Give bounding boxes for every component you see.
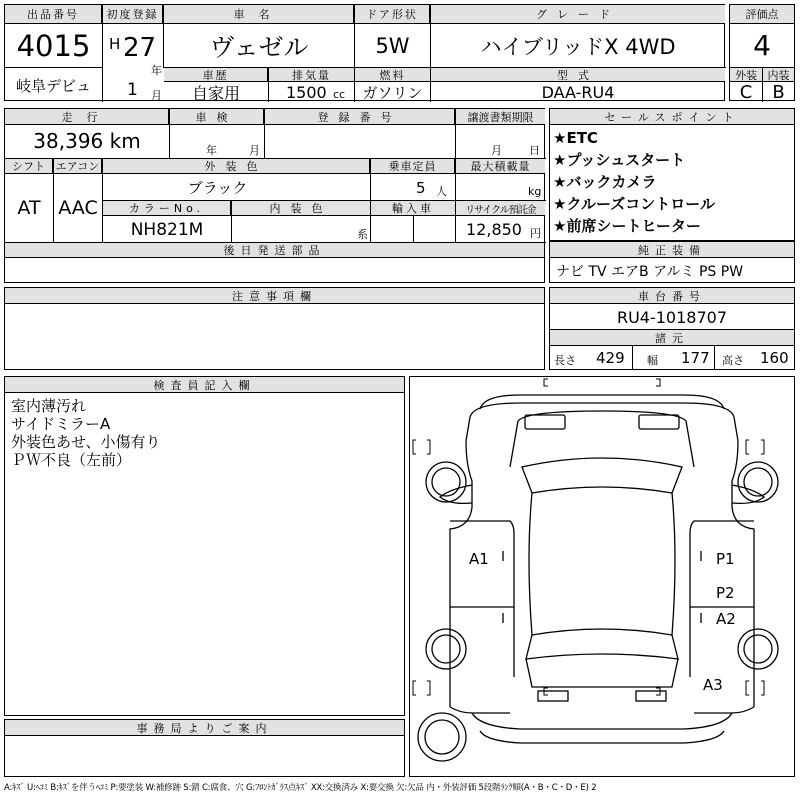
insp-year-unit: 年 <box>206 144 217 157</box>
era-mark: H <box>109 35 121 53</box>
length-value: 429 <box>596 349 625 367</box>
damage-legend: A:ｷｽﾞ U:ﾍｺﾐ B:ｷｽﾞを伴うﾍｺﾐ P:要塗装 W:補修跡 S:錆 C:腐食、穴 G:ﾌﾛﾝﾄｶﾞﾗｽ点ｷｽﾞ XX:交換済み X:要交換 欠:欠品 内・外装評価 5段階ﾗﾝｸ順(A・B・C・D・E) 2 <box>4 783 597 793</box>
height-value: 160 <box>760 349 789 367</box>
header-block <box>4 4 725 101</box>
sales-points-header: セールスポイント <box>550 109 794 125</box>
fuel-header: 燃料 <box>355 68 430 82</box>
recycle-unit: 円 <box>530 227 541 240</box>
damage-mark-a1: A1 <box>469 550 489 568</box>
sales-point: ★クルーズコントロール <box>553 195 715 213</box>
ext-color-header: 外装色 <box>103 159 370 174</box>
damage-mark-p1: P1 <box>716 550 735 568</box>
office-block <box>4 719 405 777</box>
import-header: 輸入車 <box>371 201 455 216</box>
displacement-unit: cc <box>333 88 346 101</box>
model-code: DAA-RU4 <box>541 83 615 102</box>
interior-score: B <box>772 82 785 103</box>
reg-month: 1 <box>127 80 138 100</box>
sales-point: ★ETC <box>553 129 598 147</box>
inspector-line: ＰＷ不良（左前） <box>11 451 132 469</box>
sales-points-block <box>549 108 795 241</box>
transfer-header: 譲渡書類期限 <box>456 109 545 125</box>
car-name: ヴェゼル <box>209 32 309 62</box>
recycle-header: リサイクル預託金 <box>456 201 545 216</box>
inspection-header: 車検 <box>170 109 264 125</box>
shift-header: シフト <box>5 159 53 174</box>
damage-mark-a3: A3 <box>703 676 723 694</box>
width-label: 幅 <box>647 354 658 367</box>
exterior-color: ブラック <box>187 178 248 197</box>
inspector-line: 室内薄汚れ <box>11 397 87 415</box>
damage-mark-p2: P2 <box>716 584 735 602</box>
reg-no-header: 登録番号 <box>265 109 455 125</box>
length-label: 長さ <box>554 354 576 367</box>
load-unit: kg <box>528 185 542 198</box>
dims-header: 諸元 <box>550 330 794 346</box>
air-conditioner: AAC <box>58 197 98 219</box>
damage-mark-a2: A2 <box>716 610 736 628</box>
door-header: ドア形状 <box>355 5 430 24</box>
office-header: 事務局よりご案内 <box>5 720 404 736</box>
equipment-block <box>549 241 795 283</box>
ext-score-header: 外装 <box>730 68 762 82</box>
sales-point: ★バックカメラ <box>553 173 657 191</box>
fuel-type: ガソリン <box>362 84 423 102</box>
height-label: 高さ <box>722 354 744 367</box>
exterior-score: C <box>739 82 753 103</box>
grade: ハイブリッドX 4WD <box>480 34 676 59</box>
lot-no-header: 出品番号 <box>5 5 102 24</box>
car-history: 自家用 <box>191 84 240 103</box>
color-number: NH821M <box>130 219 204 240</box>
insp-month-unit: 月 <box>249 144 260 157</box>
ac-header: エアコン <box>54 159 102 174</box>
notes-block <box>4 287 545 370</box>
sales-point: ★プッシュスタート <box>553 151 686 169</box>
inspector-line: サイドミラーA <box>11 415 111 433</box>
lot-number: 4015 <box>16 28 91 63</box>
int-score-header: 内装 <box>763 68 794 82</box>
car-outline-svg <box>410 377 794 776</box>
transfer-month-unit: 月 <box>491 144 502 157</box>
vehicle-detail-block <box>4 108 545 283</box>
door-type: 5W <box>375 33 410 58</box>
grade-header: グレード <box>431 5 725 24</box>
int-color-header: 内装色 <box>232 201 370 216</box>
car-diagram <box>409 376 795 777</box>
displacement-value: 1500 <box>286 83 327 102</box>
shift: AT <box>17 197 41 219</box>
equipment-list: ナビ TV エアB アルミ PS PW <box>556 264 744 280</box>
month-unit: 月 <box>151 89 162 102</box>
chassis-block <box>549 287 795 370</box>
car-name-header: 車名 <box>164 5 354 24</box>
sales-point: ★前席シートヒーター <box>553 217 701 235</box>
capacity: 5 <box>416 179 426 197</box>
history-header: 車歴 <box>164 68 268 82</box>
inspector-header: 検査員記入欄 <box>5 377 404 393</box>
displacement-header: 排気量 <box>269 68 354 82</box>
inspector-line: 外装色あせ、小傷有り <box>11 433 161 451</box>
chassis-number: RU4-1018707 <box>616 307 728 327</box>
year-unit: 年 <box>151 64 162 77</box>
score-block <box>729 4 795 101</box>
width-value: 177 <box>681 349 710 367</box>
color-no-header: カラーNo. <box>103 201 231 216</box>
reg-year: 27 <box>123 33 157 63</box>
later-parts-header: 後日発送部品 <box>5 243 544 258</box>
capacity-unit: 人 <box>436 185 447 198</box>
recycle-fee: 12,850 <box>466 220 522 239</box>
score-header: 評価点 <box>730 5 794 24</box>
transfer-day-unit: 日 <box>529 144 540 157</box>
mileage-header: 走行 <box>5 109 169 125</box>
inspector-block <box>4 376 405 716</box>
equipment-header: 純正装備 <box>550 242 794 258</box>
overall-score: 4 <box>753 29 771 62</box>
mileage: 38,396 km <box>33 129 141 153</box>
load-header: 最大積載量 <box>456 159 545 174</box>
model-header: 型式 <box>431 68 725 82</box>
notes-header: 注意事項欄 <box>5 288 544 304</box>
capacity-header: 乗車定員 <box>371 159 455 174</box>
int-color-unit: 系 <box>357 228 368 241</box>
chassis-header: 車台番号 <box>550 288 794 304</box>
first-reg-header: 初度登録 <box>103 5 163 24</box>
auction-venue: 岐阜デビュ <box>15 76 91 95</box>
